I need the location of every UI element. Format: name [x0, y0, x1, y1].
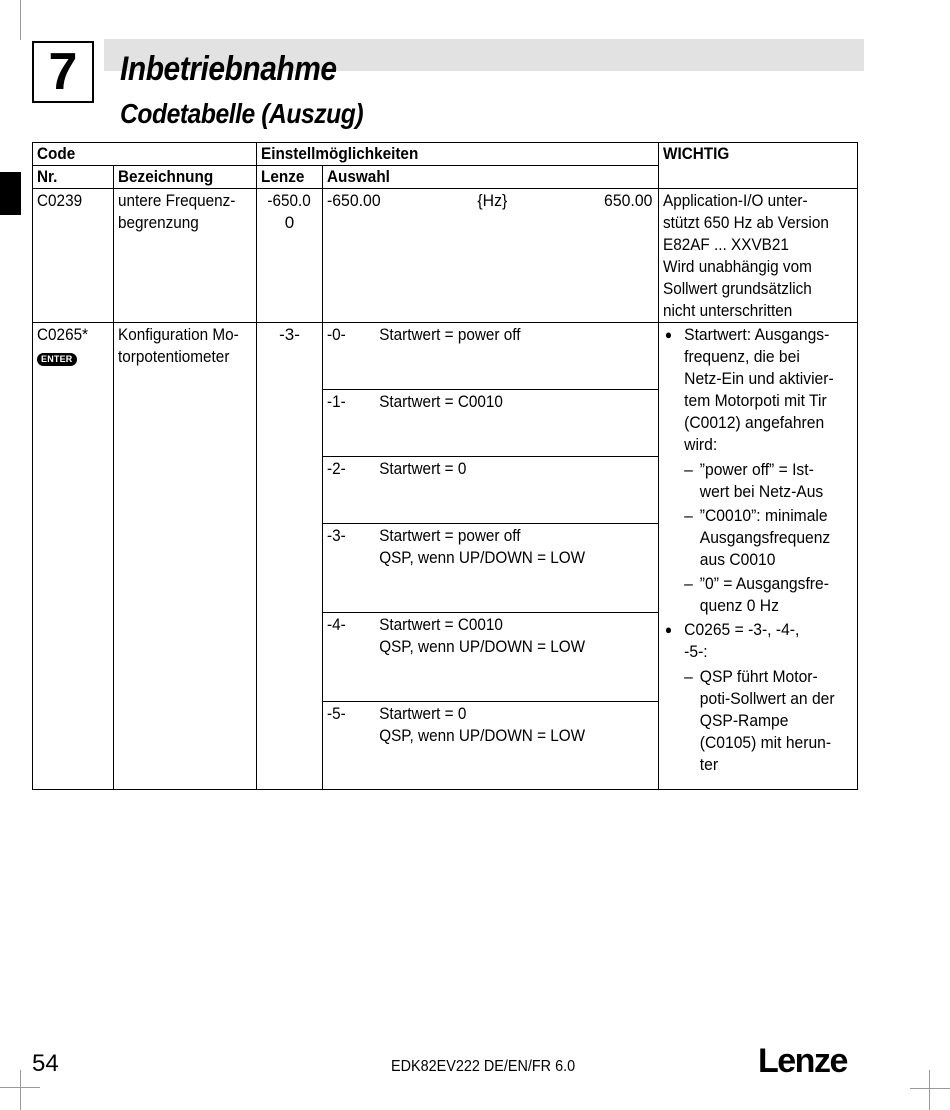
dash-item: – QSP führt Motor- poti-Sollwert an der QSP-Rampe (C0105) mit herun- ter [684, 666, 852, 776]
option-cell: -3- Startwert = power off QSP, wenn UP/DOWN = LOW [323, 524, 659, 613]
page-title: Inbetriebnahme [120, 50, 337, 88]
option-cell: -2- Startwert = 0 [323, 457, 659, 524]
cell-nr: C0239 [33, 189, 114, 323]
header-einstellmoeglichkeiten: Einstellmöglichkeiten [257, 143, 659, 166]
cell-bezeichnung: untere Frequenz- begrenzung [114, 189, 257, 323]
crop-mark [929, 1070, 930, 1110]
lenze-logo: Lenze [758, 1042, 847, 1080]
range-max: 650.00 [604, 191, 653, 210]
table-row [33, 323, 858, 390]
range-unit: {Hz} [477, 191, 508, 210]
document-id: EDK82EV222 DE/EN/FR 6.0 [391, 1058, 576, 1075]
dash-item: – ”0” = Ausgangsfre- quenz 0 Hz [684, 573, 852, 617]
option-cell: -0- Startwert = power off [323, 323, 659, 390]
cell-auswahl [323, 189, 659, 323]
code-table [32, 142, 858, 790]
crop-mark [20, 1070, 21, 1110]
table-header-row [33, 143, 858, 166]
header-code: Code [33, 143, 257, 166]
crop-mark [20, 0, 21, 40]
page-subtitle: Codetabelle (Auszug) [120, 98, 364, 129]
cell-lenze: -650.0 0 [257, 189, 323, 323]
range-min: -650.00 [327, 191, 381, 210]
cell-wichtig: Application-I/O unter- stützt 650 Hz ab Version E82AF ... XXVB21 Wird unabhängig vom Sollwert grundsätzlich nicht unterschritten [659, 189, 858, 323]
page-number: 54 [32, 1050, 59, 1077]
header-wichtig: WICHTIG [659, 143, 858, 189]
option-cell: -1- Startwert = C0010 [323, 390, 659, 457]
dash-item: – ”C0010”: minimale Ausgangsfrequenz aus C0010 [684, 505, 852, 571]
header-lenze: Lenze [257, 166, 323, 189]
cell-bezeichnung: Konfiguration Mo- torpotentiometer [114, 323, 257, 790]
enter-icon: ENTER [37, 353, 77, 366]
cell-wichtig [659, 323, 858, 790]
cell-nr: C0265* ENTER [33, 323, 114, 790]
option-cell: -5- Startwert = 0 QSP, wenn UP/DOWN = LOW [323, 702, 659, 790]
dash-item: – ”power off” = Ist- wert bei Netz-Aus [684, 459, 852, 503]
header-bezeichnung: Bezeichnung [114, 166, 257, 189]
header-auswahl: Auswahl [323, 166, 659, 189]
option-cell: -4- Startwert = C0010 QSP, wenn UP/DOWN = LOW [323, 613, 659, 702]
cell-lenze: -3- [257, 323, 323, 790]
table-row [33, 189, 858, 323]
crop-mark [910, 1088, 950, 1089]
header-nr: Nr. [33, 166, 114, 189]
bullet-item: ● C0265 = -3-, -4-, -5-: – QSP führt Motor- poti-Sollwert an der QSP-Rampe (C0105) mit herun- ter [663, 619, 852, 776]
chapter-thumb-tab [0, 172, 21, 215]
bullet-item: ● Startwert: Ausgangs- frequenz, die bei Netz-Ein und aktivier- tem Motorpoti mit Tir (C0012) angefahren wird: – ”power off” = Ist- wert bei Netz-Aus – ”C0010”: minimale Ausgangsfrequenz aus C0010 – ”0” = Ausgangsfre- quenz 0 Hz [663, 324, 852, 617]
chapter-number: 7 [48, 43, 78, 101]
chapter-number-box [32, 41, 94, 103]
